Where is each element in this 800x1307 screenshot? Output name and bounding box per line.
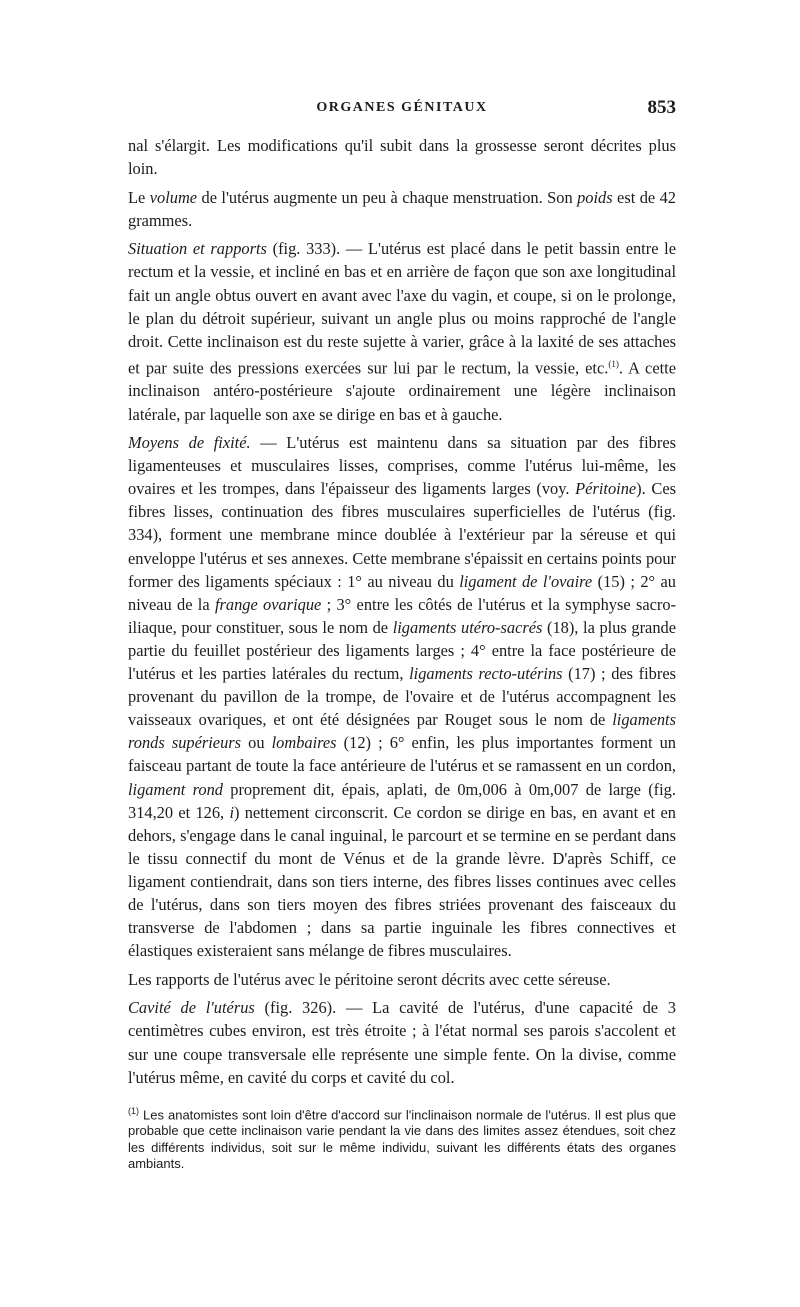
text-run: proprement dit, épais, aplati, de 0m,006 à 0m,007 de large (fig. 314,20 et 126, (128, 779, 676, 822)
italic-run: ligament de l'ovaire (459, 571, 593, 591)
text-run: (15) ; 2° au niveau de la (128, 571, 676, 614)
text-run: (fig. 333). — L'utérus est placé dans le petit bassin entre le rectum et la vessie, et incliné en bas et en arrière de façon que son axe longitudinal fait un angle obtus ouvert en avant avec l'axe du vagin, et coupe, si on le prolonge, le plan du détroit supérieur, suivant un angle plus ou moins rapproché de l'angle droit. Cette inclinaison est du reste sujette à varier, grâce à la laxité de ses attaches et par suite des pressions exercées sur lui par le rectum, la vessie, etc. (128, 239, 677, 378)
text-run: (12) ; 6° enfin, les plus importantes forment un faisceau partant de toute la face antérieure de l'utérus et se ramassent en un cordon, (128, 733, 676, 776)
text-run: est de 42 grammes. (128, 187, 676, 230)
footnote-text: Les anatomistes sont loin d'être d'accord sur l'inclinaison normale de l'utérus. Il est plus que probable que cette inclinaison varie pendant la vie dans des limites assez étendues, soit chez les différents individus, soit sur le même individu, suivant les différents états des organes ambiants. (128, 1107, 676, 1171)
paragraph (128, 968, 676, 991)
text-run: ou (241, 733, 272, 753)
text-run: Le (128, 187, 150, 207)
running-title: ORGANES GÉNITAUX (316, 100, 488, 115)
italic-run: Péritoine (575, 479, 637, 499)
page-header (128, 97, 676, 128)
paragraph (128, 186, 676, 232)
italic-run: frange ovarique (214, 594, 322, 614)
italic-run: lombaires (271, 733, 337, 753)
italic-run: ligaments utéro-sacrés (392, 617, 543, 637)
text-run: ; 3° entre les côtés de l'utérus et la symphyse sacro-iliaque, pour constituer, sous le nom de (128, 594, 676, 637)
footnote (128, 1103, 676, 1173)
paragraph (128, 996, 676, 1088)
page-number: 853 (647, 97, 676, 118)
footnote-mark: (1) (128, 1105, 139, 1116)
italic-run: Moyens de fixité. (128, 433, 251, 453)
text-run: ). Ces fibres lisses, continuation des fibres musculaires superficielles de l'utérus (fig. 334), forment une membrane mince doublée à l'extérieur par la séreuse et qui enveloppe l'utérus et ses annexes. Cette membrane s'épaissit en certains points pour former des ligaments spéciaux : 1° au niveau du (128, 479, 676, 591)
italic-run: i (229, 802, 234, 822)
paragraph (128, 134, 676, 180)
footnote-reference: (1) (608, 358, 619, 369)
text-run: (17) ; des fibres provenant du pavillon de la trompe, de l'ovaire et de l'utérus accompagnent les vaisseaux ovariques, et ont été désignées par Rouget sous le nom de (128, 664, 676, 730)
text-run: . A cette inclinaison antéro-postérieure s'ajoute ordinairement une légère inclinaison latérale, par laquelle son axe se dirige en bas et à gauche. (128, 358, 676, 424)
text-run: — L'utérus est maintenu dans sa situation par des fibres ligamenteuses et musculaires lisses, comprises, comme l'utérus lui-même, les ovaires et les trompes, dans l'épaisseur des ligaments larges (voy. (128, 433, 676, 499)
italic-run: Situation et rapports (128, 239, 267, 259)
text-run: Les rapports de l'utérus avec le péritoine seront décrits avec cette séreuse. (128, 969, 611, 989)
italic-run: ligaments ronds supérieurs (128, 710, 676, 753)
body-text (128, 134, 676, 1089)
italic-run: poids (577, 187, 613, 207)
italic-run: volume (149, 187, 198, 207)
text-run: nal s'élargit. Les modifications qu'il subit dans la grossesse seront décrites plus loin. (128, 136, 676, 179)
paragraph (128, 431, 676, 962)
italic-run: Cavité de l'utérus (128, 998, 255, 1018)
text-run: (fig. 326). — La cavité de l'utérus, d'une capacité de 3 centimètres cubes environ, est très étroite ; à l'état normal ses parois s'accolent et sur une coupe transversale elle représente une simple fente. On la divise, comme l'utérus même, en cavité du corps et cavité du col. (128, 998, 676, 1087)
text-run: de l'utérus augmente un peu à chaque menstruation. Son (197, 187, 578, 207)
book-page (128, 97, 677, 1172)
paragraph (128, 237, 676, 425)
italic-run: ligament rond (128, 779, 223, 799)
italic-run: ligaments recto-utérins (409, 664, 563, 684)
text-run: ) nettement circonscrit. Ce cordon se dirige en bas, en avant et en dehors, s'engage dans le canal inguinal, le parcourt et se termine en se perdant dans le tissu connectif du mont de Vénus et de la grande lèvre. D'après Schiff, ce ligament contiendrait, dans son tiers interne, des fibres lisses continues avec celles de l'utérus, dans son tiers moyen des fibres striées provenant des faisceaux du transverse de l'abdomen ; dans sa partie inguinale les fibres connectives et élastiques existeraient sans mélange de fibres musculaires. (128, 802, 676, 961)
text-run: (18), la plus grande partie du feuillet postérieur des ligaments larges ; 4° entre la face postérieure de l'utérus et les parties latérales du rectum, (128, 617, 676, 684)
